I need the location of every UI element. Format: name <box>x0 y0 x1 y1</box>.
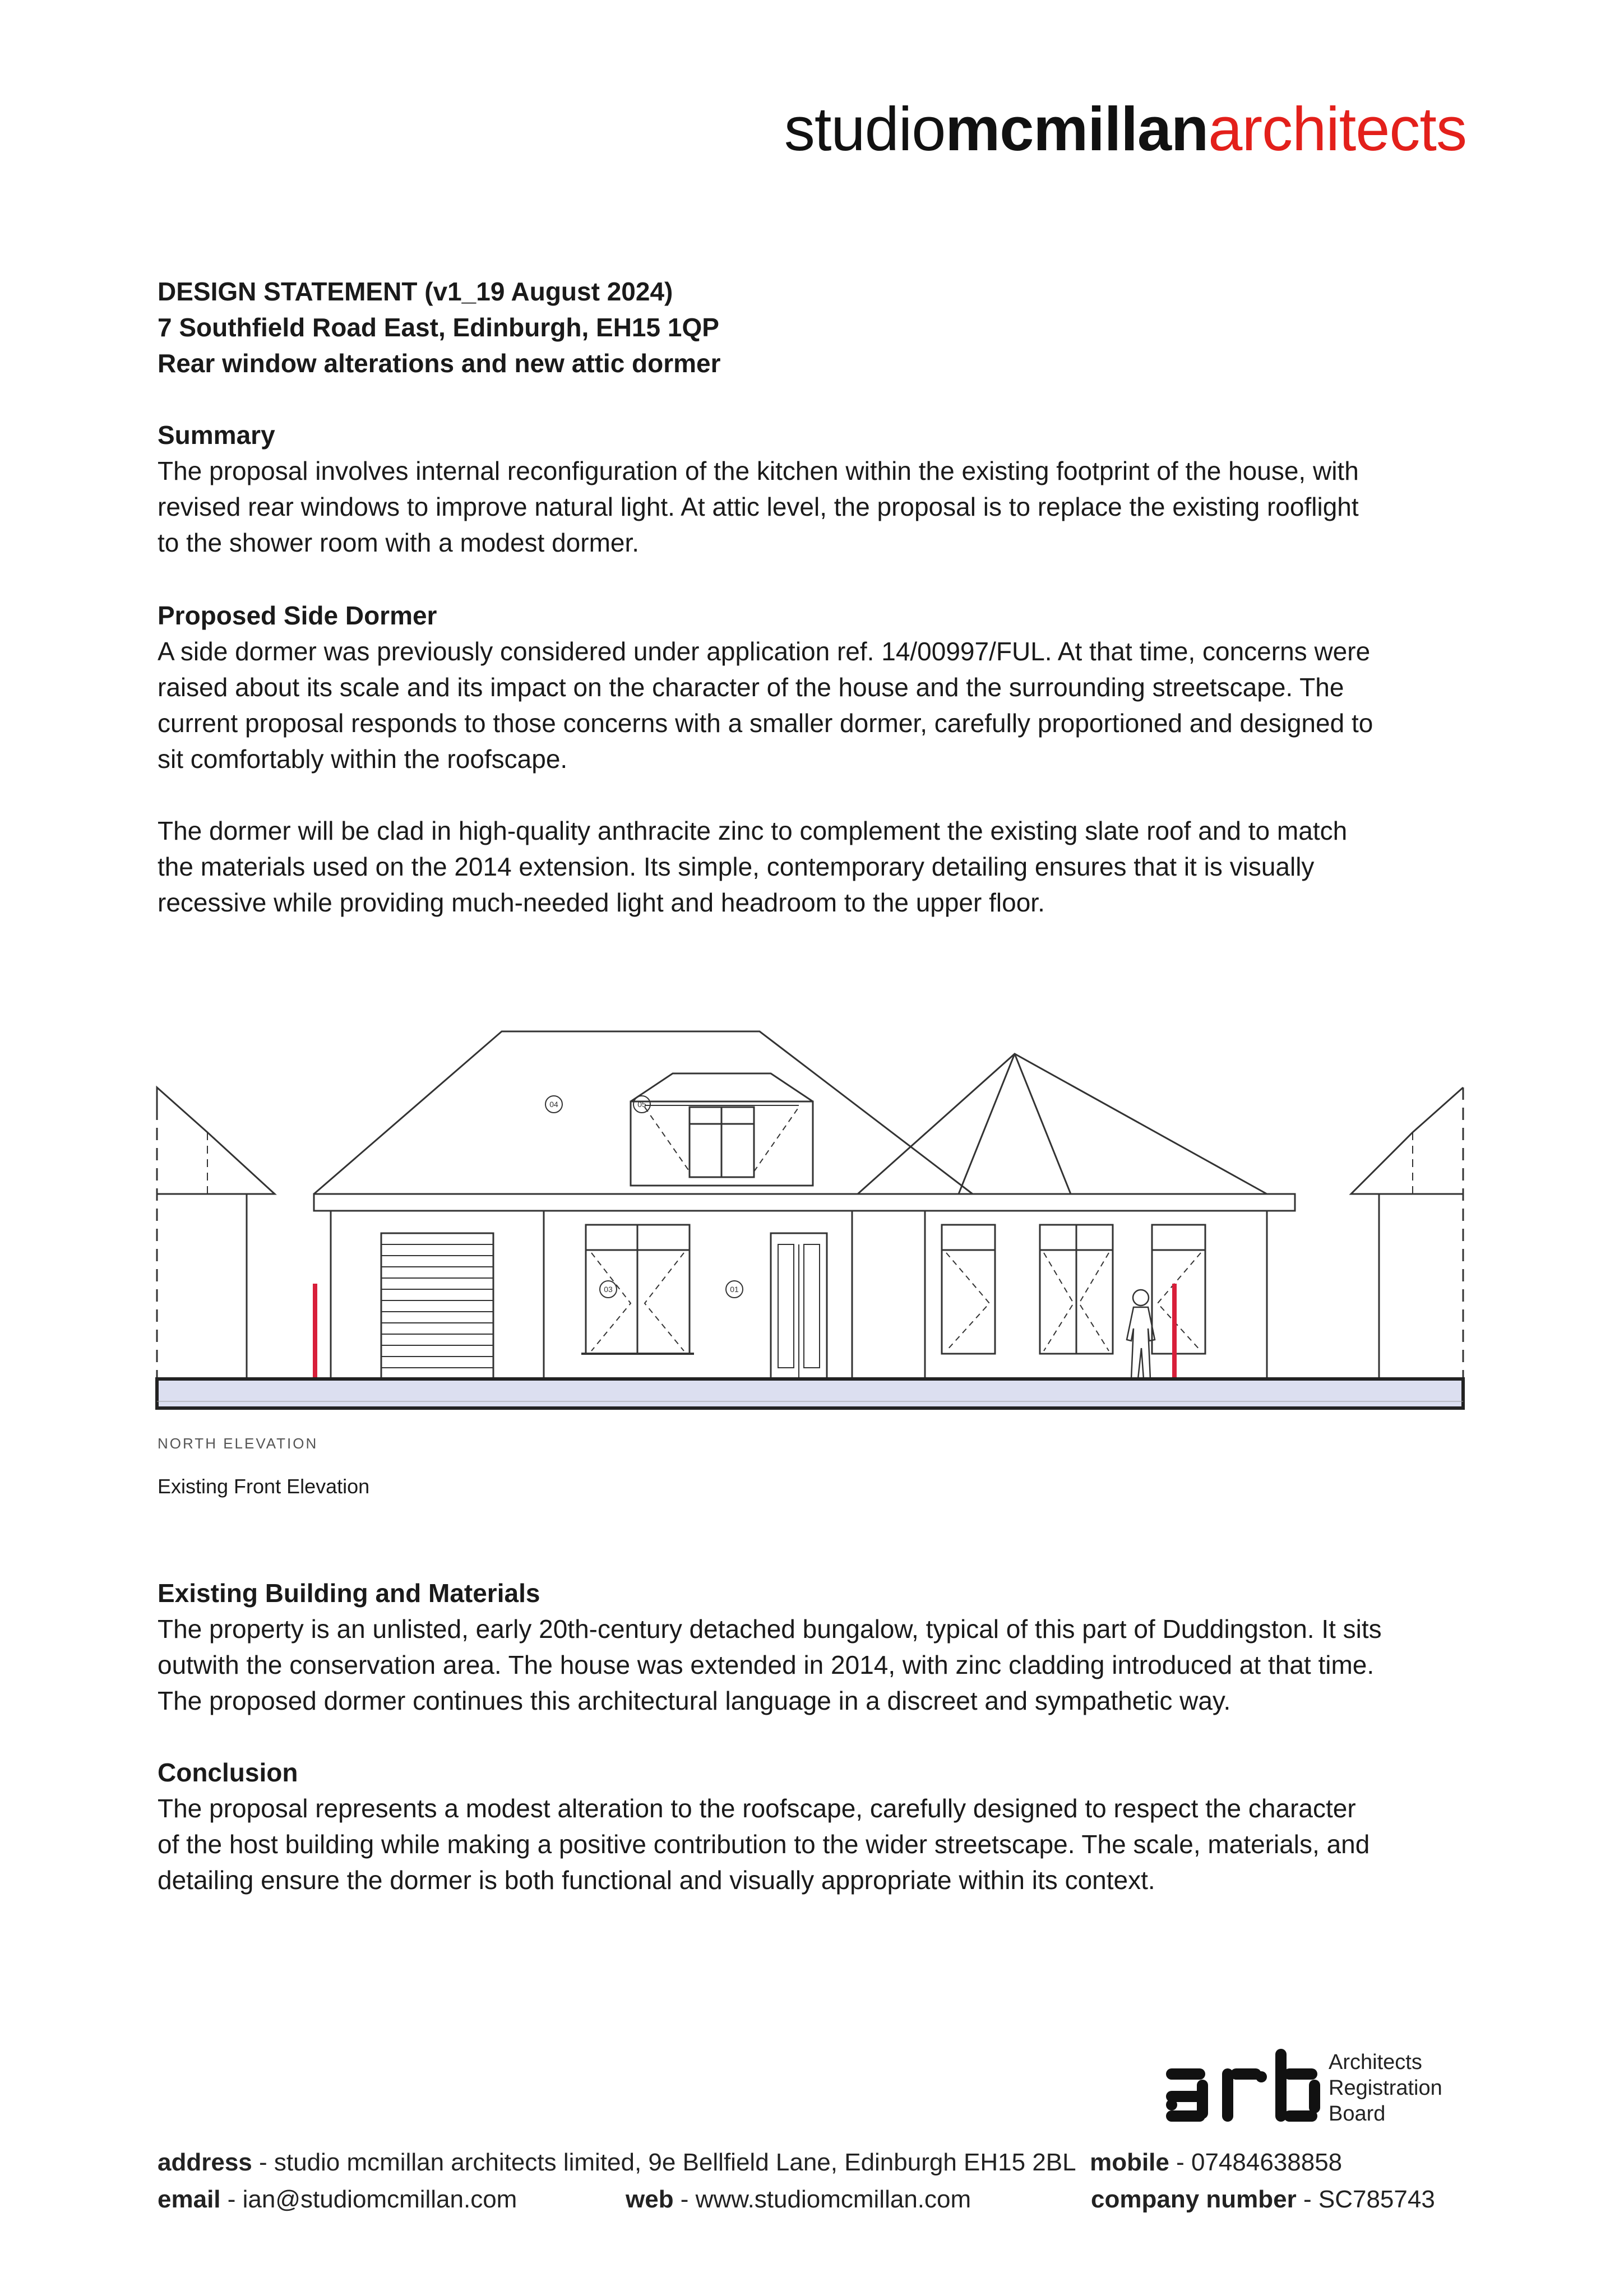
footer-line-2 <box>158 2182 1469 2218</box>
conclusion-section <box>158 1755 1469 1898</box>
side-dormer-line: A side dormer was previously considered under application ref. 14/00997/FUL. At that time, concerns were <box>158 637 1371 666</box>
footer-email <box>158 2182 626 2218</box>
arb-line: Registration <box>1329 2076 1442 2100</box>
north-elevation-drawing <box>151 947 1497 1469</box>
address-value: - studio mcmillan architects limited, 9e Bellfield Lane, Edinburgh EH15 2BL <box>252 2149 1076 2176</box>
company-logo <box>784 95 1466 164</box>
bay-window-center <box>1040 1225 1113 1354</box>
conclusion-line: detailing ensure the dormer is both functional and visually appropriate within its context. <box>158 1866 1155 1895</box>
footer-web <box>626 2182 1091 2218</box>
summary-line: The proposal involves internal reconfiguration of the kitchen within the existing footprint of the house, with <box>158 456 1359 485</box>
email-label: email <box>158 2186 221 2213</box>
document-title-block <box>158 274 1469 381</box>
side-dormer-heading: Proposed Side Dormer <box>158 601 437 630</box>
side-dormer-line: recessive while providing much-needed light and headroom to the upper floor. <box>158 888 1045 917</box>
bay-window-right <box>1152 1225 1205 1354</box>
bay-roof <box>858 1054 1267 1194</box>
mobile-value: - 07484638858 <box>1169 2149 1343 2176</box>
side-dormer-line: the materials used on the 2014 extension. Its simple, contemporary detailing ensures that it is visually <box>158 852 1315 881</box>
existing-dormer <box>631 1073 813 1186</box>
existing-building-heading: Existing Building and Materials <box>158 1578 540 1608</box>
footer-line-1 <box>158 2145 1469 2181</box>
side-dormer-section <box>158 598 1469 777</box>
conclusion-heading: Conclusion <box>158 1758 298 1787</box>
summary-heading: Summary <box>158 420 275 450</box>
footer-address <box>158 2145 1076 2181</box>
summary-line: revised rear windows to improve natural light. At attic level, the proposal is to replace the existing rooflight <box>158 492 1359 521</box>
right-neighbour-outline <box>1351 1087 1463 1379</box>
window-tag: 04 <box>549 1100 558 1109</box>
window-tag: 01 <box>730 1285 739 1294</box>
left-neighbour-outline <box>157 1087 275 1379</box>
window-tags <box>545 1096 743 1298</box>
project-description: Rear window alterations and new attic dormer <box>158 349 721 378</box>
logo-architects: architects <box>1208 95 1466 164</box>
arb-logo-text <box>1329 2049 1442 2127</box>
side-dormer-line: current proposal responds to those concerns with a smaller dormer, carefully proportioned and designed to <box>158 709 1373 738</box>
company-label: company number <box>1091 2186 1297 2213</box>
footer-mobile <box>1090 2145 1342 2181</box>
bay-window-left <box>942 1225 995 1354</box>
window-left-pair <box>581 1225 694 1354</box>
garage-door <box>381 1233 493 1379</box>
web-label: web <box>626 2186 674 2213</box>
existing-building-line: outwith the conservation area. The house was extended in 2014, with zinc cladding introduced at that time. <box>158 1650 1375 1679</box>
conclusion-line: The proposal represents a modest alteration to the roofscape, carefully designed to respect the character <box>158 1794 1356 1823</box>
summary-section <box>158 417 1469 561</box>
drawing-label: NORTH ELEVATION <box>158 1435 318 1452</box>
front-door <box>771 1233 827 1379</box>
company-value: - SC785743 <box>1296 2186 1435 2213</box>
logo-studio: studio <box>784 95 946 164</box>
site-address: 7 Southfield Road East, Edinburgh, EH15 1QP <box>158 313 719 342</box>
arb-line: Board <box>1329 2102 1386 2126</box>
person-figure <box>1127 1290 1155 1379</box>
email-value[interactable]: - ian@studiomcmillan.com <box>220 2186 517 2213</box>
ground-line <box>157 1379 1463 1408</box>
window-tag: 05 <box>637 1100 646 1109</box>
summary-line: to the shower room with a modest dormer. <box>158 528 640 557</box>
web-value[interactable]: - www.studiomcmillan.com <box>673 2186 971 2213</box>
existing-building-line: The proposed dormer continues this architectural language in a discreet and sympathetic way. <box>158 1686 1231 1715</box>
conclusion-line: of the host building while making a positive contribution to the wider streetscape. The scale, materials, and <box>158 1830 1370 1859</box>
address-label: address <box>158 2149 252 2176</box>
footer-company-number <box>1091 2182 1435 2218</box>
logo-mcmillan: mcmillan <box>945 95 1209 164</box>
document-title: DESIGN STATEMENT (v1_19 August 2024) <box>158 277 673 306</box>
figure-caption: Existing Front Elevation <box>158 1475 370 1498</box>
side-dormer-line: The dormer will be clad in high-quality anthracite zinc to complement the existing slate roof and to match <box>158 816 1348 845</box>
side-dormer-materials-paragraph <box>158 813 1469 920</box>
arb-line: Architects <box>1329 2050 1422 2074</box>
existing-building-line: The property is an unlisted, early 20th-century detached bungalow, typical of this part of Duddingston. It sits <box>158 1614 1382 1644</box>
window-tag: 03 <box>604 1285 613 1294</box>
mobile-label: mobile <box>1090 2149 1169 2176</box>
existing-building-section <box>158 1575 1469 1719</box>
main-roof <box>314 1031 1295 1211</box>
side-dormer-line: sit comfortably within the roofscape. <box>158 744 568 774</box>
side-dormer-line: raised about its scale and its impact on the character of the house and the surrounding streetscape. The <box>158 673 1344 702</box>
